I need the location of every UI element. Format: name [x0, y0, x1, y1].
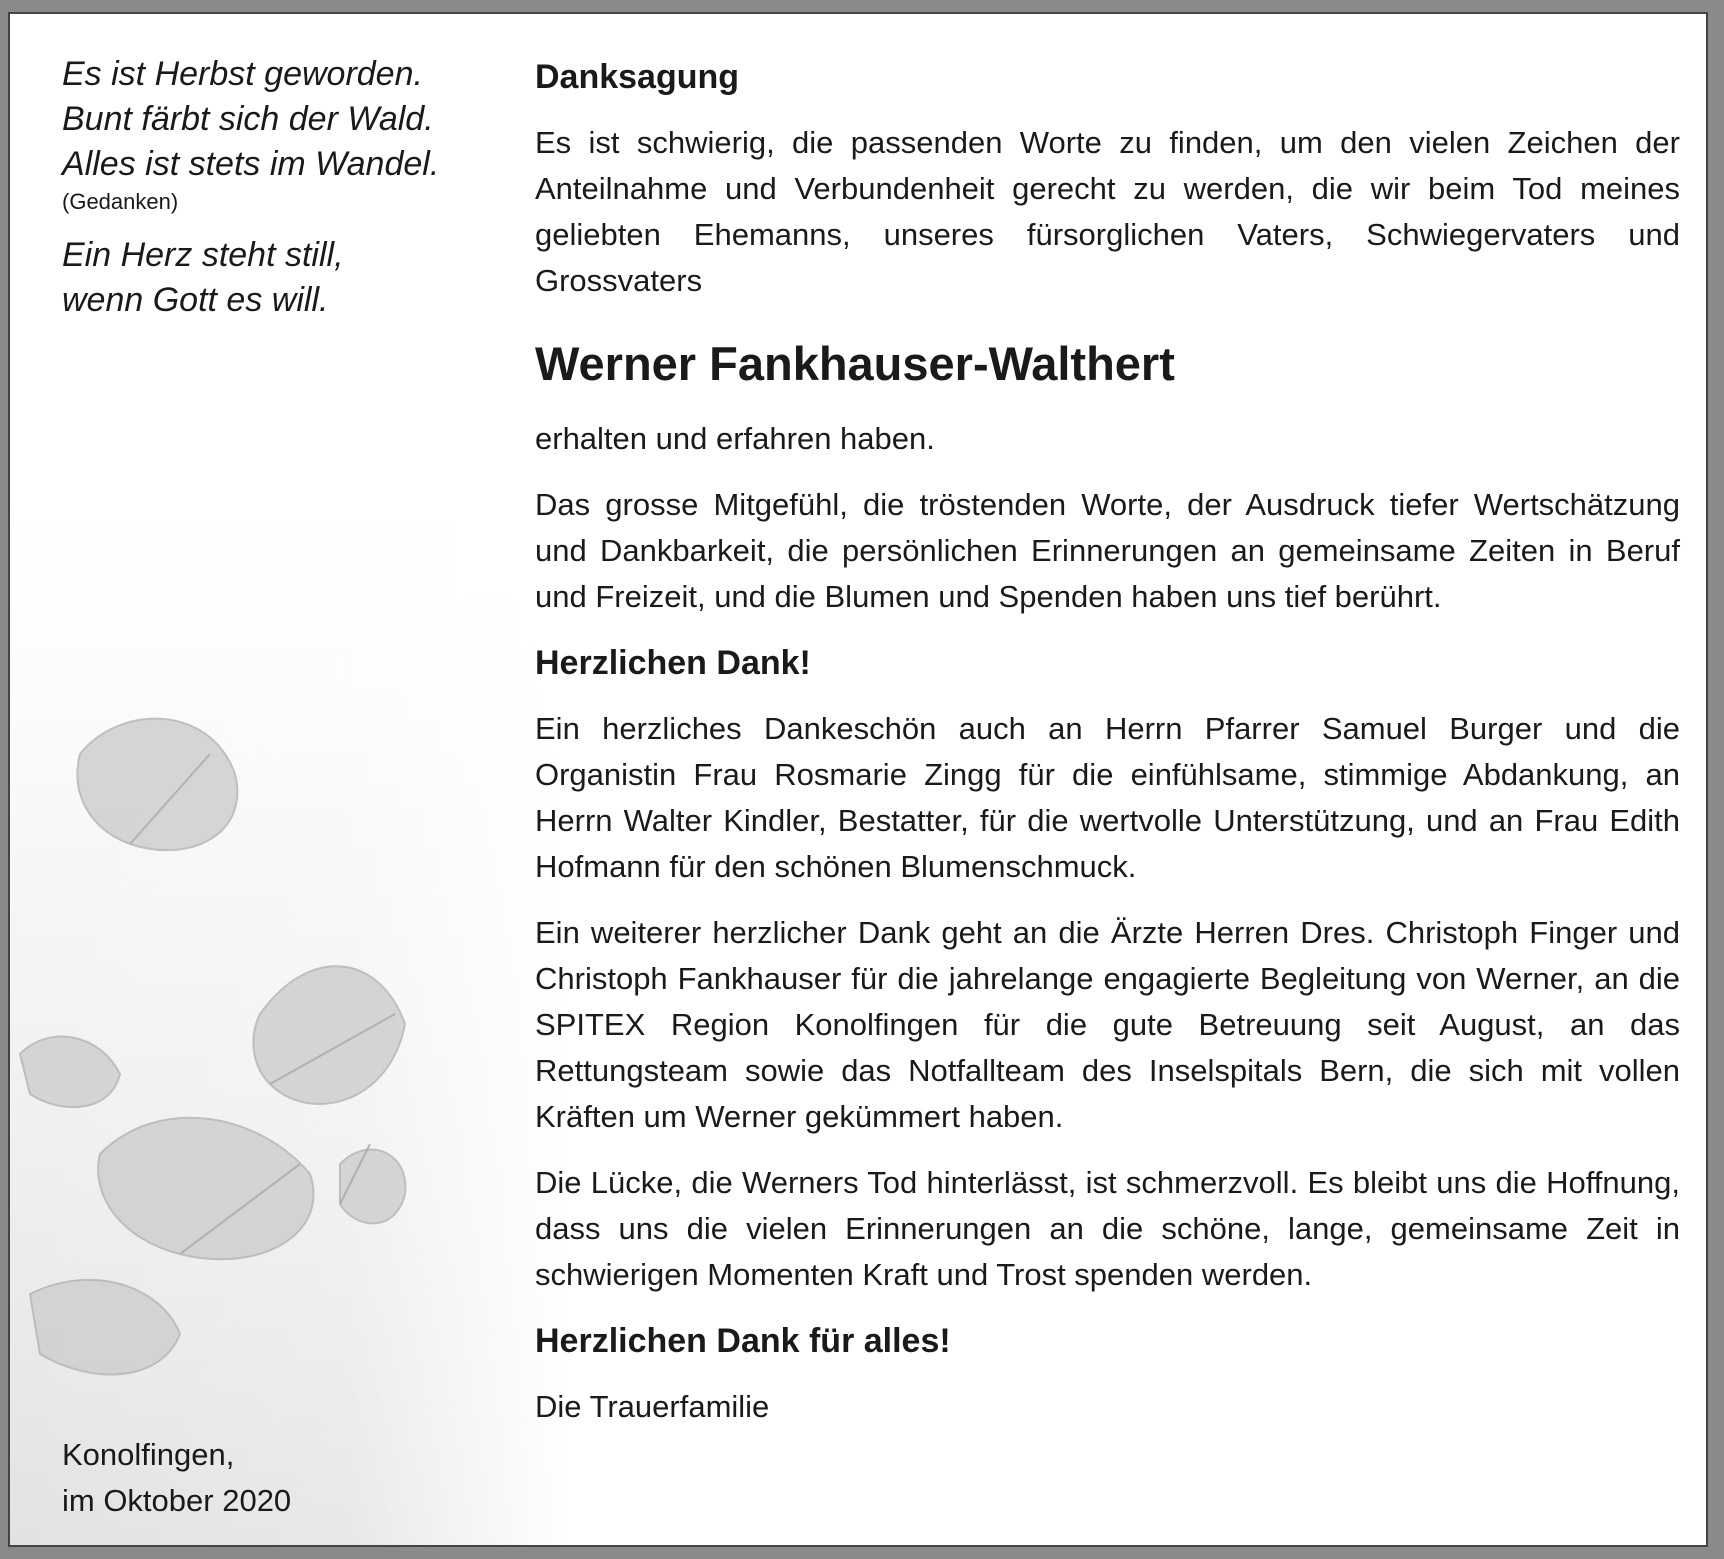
obituary-notice	[8, 12, 1708, 1547]
heading: Danksagung	[535, 58, 740, 96]
final-thanks: Herzlichen Dank für alles!	[535, 1322, 951, 1360]
poem	[62, 52, 502, 323]
poem-line: wenn Gott es will.	[62, 281, 329, 319]
deceased-name: Werner Fankhauser-Walthert	[535, 337, 1175, 390]
place: Konolfingen,	[62, 1437, 235, 1472]
date: im Oktober 2020	[62, 1483, 292, 1518]
poem-line: Bunt färbt sich der Wald.	[62, 100, 434, 138]
doctors-paragraph: Ein weiterer herzlicher Dank geht an die Ärzte Herren Dres. Christoph Finger und Christoph Fankhauser für die jahrelange engagierte Begleitung von Werner, an die SPITEX Region Konolfingen für die gute Betreuung seit August, an das Rettungsteam sowie das Notfallteam des Inselspitals Bern, die sich mit vollen Kräften um Werner gekümmert haben.	[535, 915, 1680, 1134]
thanks-text	[535, 54, 1680, 1430]
sympathy-paragraph: Das grosse Mitgefühl, die tröstenden Worte, der Ausdruck tiefer Wertschätzung und Dankbarkeit, die persönlichen Erinnerungen an gemeinsame Zeiten in Beruf und Freizeit, und die Blumen und Spenden haben uns tief berührt.	[535, 487, 1680, 614]
received-paragraph: erhalten und erfahren haben.	[535, 421, 935, 456]
poem-line: Alles ist stets im Wandel.	[62, 145, 440, 183]
poem-line: Es ist Herbst geworden.	[62, 55, 423, 93]
poem-source: (Gedanken)	[62, 189, 179, 214]
thanks-heading: Herzlichen Dank!	[535, 644, 811, 682]
poem-line: Ein Herz steht still,	[62, 236, 344, 274]
signature: Die Trauerfamilie	[535, 1389, 770, 1424]
gap-paragraph: Die Lücke, die Werners Tod hinterlässt, ist schmerzvoll. Es bleibt uns die Hoffnung, dass uns die vielen Erinnerungen an die schöne, lange, gemeinsame Zeit in schwierigen Momenten Kraft und Trost spenden werden.	[535, 1165, 1680, 1292]
intro-paragraph: Es ist schwierig, die passenden Worte zu finden, um den vielen Zeichen der Anteilnahme und Verbundenheit gerecht zu werden, die wir beim Tod meines geliebten Ehemanns, unseres fürsorglichen Vaters, Schwiegervaters und Grossvaters	[535, 125, 1680, 298]
place-date	[62, 1432, 502, 1524]
pastor-paragraph: Ein herzliches Dankeschön auch an Herrn Pfarrer Samuel Burger und die Organistin Frau Rosmarie Zingg für die einfühlsame, stimmige Abdankung, an Herrn Walter Kindler, Bestatter, für die wertvolle Unterstützung, und an Frau Edith Hofmann für den schönen Blumenschmuck.	[535, 711, 1680, 884]
